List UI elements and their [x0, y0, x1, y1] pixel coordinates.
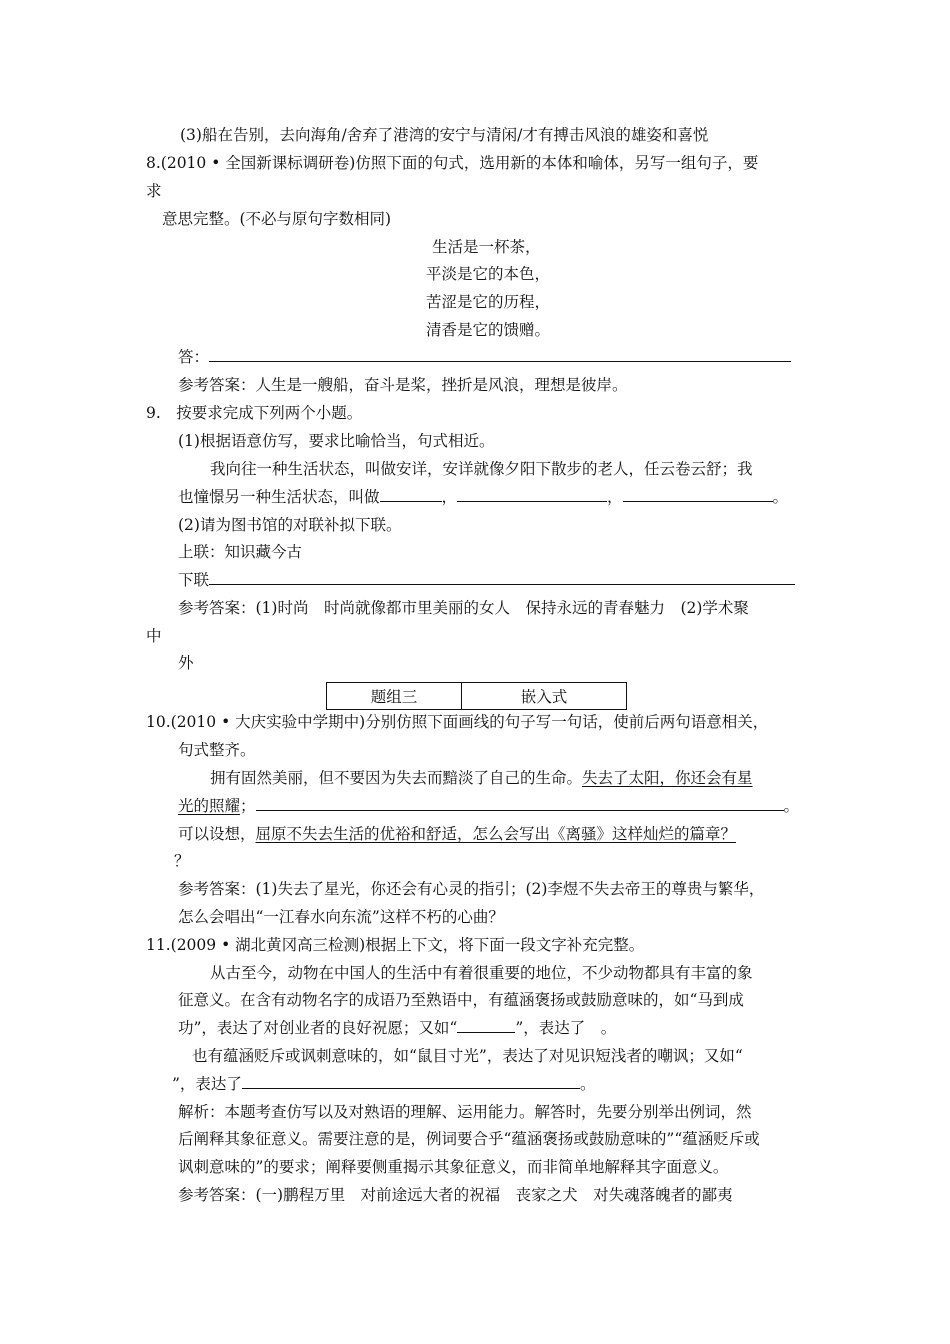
q8-poem-line: 平淡是它的本色，: [426, 265, 551, 283]
q10-semicolon: ；: [240, 797, 256, 815]
q10-text1: [210, 768, 753, 788]
q11-analysis-1: 解析：本题考查仿写以及对熟语的理解、运用能力。解答时，先要分别举出例词，然: [178, 1103, 752, 1121]
q10-text3: [178, 824, 736, 844]
q11-p4: 也有蕴涵贬斥或讽刺意味的，如“鼠目寸光”，表达了对见识短浅者的嘲讽；又如“: [192, 1047, 743, 1065]
q10-period: 。: [783, 797, 800, 815]
q8-poem-line: 苦涩是它的历程，: [426, 293, 551, 311]
q9-upper-couplet: 上联：知识藏今古: [178, 543, 303, 561]
q7-item3: (3)船在告别，去向海角/舍弃了港湾的安宁与清闲/才有搏击风浪的雄姿和喜悦: [180, 126, 709, 144]
q9-blank-3[interactable]: [623, 487, 773, 502]
q9-text1: 我向往一种生活状态，叫做安详，安详就像夕阳下散步的老人，任云卷云舒；我: [210, 460, 753, 478]
q9-text2a: 也憧憬另一种生活状态，叫做: [178, 488, 380, 506]
q11-line1: 11.(2009 • 湖北黄冈高三检测)根据上下文，将下面一段文字补充完整。: [146, 936, 645, 954]
q8-answer-row: [178, 347, 791, 367]
q10-blank-1[interactable]: [256, 796, 784, 811]
q8-answer-blank[interactable]: [209, 347, 791, 362]
q10-text1a: 拥有固然美丽，但不要因为失去而黯淡了自己的生命。: [210, 769, 583, 787]
q9-ref2: 外: [178, 654, 194, 672]
q9-text2-row: [178, 487, 788, 507]
q11-p1: 从古至今，动物在中国人的生活中有着很重要的地位，不少动物都具有丰富的象: [210, 964, 753, 982]
q9-title: 9. 按要求完成下列两个小题。: [146, 404, 363, 422]
q8-line1b: 求: [146, 182, 162, 200]
q11-blank-1[interactable]: [457, 1018, 515, 1033]
q11-blank-2[interactable]: [242, 1074, 580, 1089]
q10-ref1: 参考答案：(1)失去了星光，你还会有心灵的指引；(2)李煜不失去帝王的尊贵与繁华，: [178, 880, 765, 898]
q10-underlined-sentence: 失去了太阳，你还会有星: [582, 769, 753, 787]
q11-p2: 征意义。在含有动物名字的成语乃至熟语中，有蕴涵褒扬或鼓励意味的，如“马到成: [178, 991, 744, 1009]
q11-analysis-2: 后阐释其象征意义。需要注意的是，例词要合乎“蕴涵褒扬或鼓励意味的”“蕴涵贬斥或: [178, 1130, 760, 1148]
q10-underlined-sentence: 屈原不失去生活的优裕和舒适，怎么会写出《离骚》这样灿烂的篇章？: [255, 825, 737, 843]
q10-underlined-sentence: 光的照耀: [178, 797, 241, 815]
q8-poem-line: 清香是它的馈赠。: [426, 321, 551, 339]
q11-p3a: 功”，表达了对创业者的良好祝愿；又如“: [178, 1019, 458, 1037]
q11-p3: [178, 1018, 616, 1038]
section-table-cell: 嵌入式: [462, 683, 627, 710]
q9-blank-2[interactable]: [457, 487, 607, 502]
q8-line1: 8.(2010 • 全国新课标调研卷)仿照下面的句式，选用新的本体和喻体，另写一组句子，要: [146, 154, 759, 172]
q11-p5b: 。: [579, 1075, 596, 1093]
q9-lower-label: 下联: [178, 571, 210, 589]
q8-reference-answer: 参考答案：人生是一艘船，奋斗是桨，挫折是风浪，理想是彼岸。: [178, 376, 628, 394]
q9-lower-blank[interactable]: [209, 570, 795, 585]
q10-line1: 10.(2010 • 大庆实验中学期中)分别仿照下面画线的句子写一句话，使前后两句语意相关，: [146, 713, 769, 731]
q10-line2: 句式整齐。: [178, 741, 256, 759]
q9-blank-1[interactable]: [380, 487, 442, 502]
q11-analysis-3: 讽刺意味的”的要求；阐释要侧重揭示其象征意义，而非简单地解释其字面意义。: [178, 1158, 729, 1176]
q11-p5a: ”，表达了: [172, 1075, 242, 1093]
q8-line2: 意思完整。(不必与原句字数相同): [162, 210, 392, 228]
q9-lower-row: [178, 570, 795, 590]
q10-question-mark: ？: [174, 852, 190, 870]
q9-period: 。: [772, 488, 789, 506]
section-table: [326, 682, 627, 710]
q11-p3b: ”，表达了 。: [515, 1019, 617, 1037]
q9-ref1b: 中: [146, 627, 162, 645]
q11-reference-answer: 参考答案：(一)鹏程万里 对前途远大者的祝福 丧家之犬 对失魂落魄者的鄙夷: [178, 1186, 733, 1204]
q9-ref1: 参考答案：(1)时尚 时尚就像都市里美丽的女人 保持永远的青春魅力 (2)学术聚: [178, 599, 749, 617]
q9-comma: ，: [441, 488, 458, 506]
section-table-cell: 题组三: [327, 683, 462, 710]
q8-poem-line: 生活是一杯茶，: [432, 238, 541, 256]
q9-comma: ，: [607, 488, 623, 506]
q9-sub2: (2)请为图书馆的对联补拟下联。: [178, 516, 402, 534]
q10-text3a: 可以设想，: [178, 825, 256, 843]
q8-answer-label: 答：: [178, 348, 210, 366]
q9-sub1: (1)根据语意仿写，要求比喻恰当，句式相近。: [178, 432, 495, 450]
q10-ref2: 怎么会唱出“一江春水向东流”这样不朽的心曲？: [178, 908, 504, 926]
q11-p5: [172, 1074, 595, 1094]
q10-text2: [178, 796, 799, 816]
